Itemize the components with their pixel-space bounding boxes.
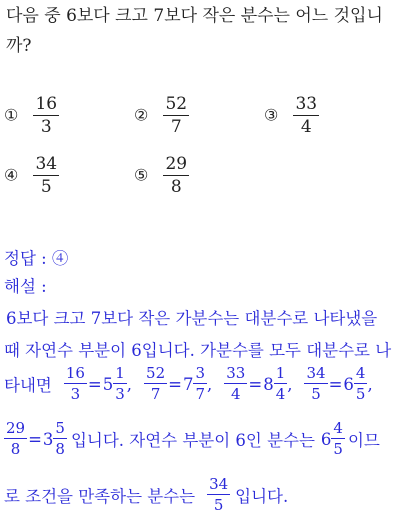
denominator: 5 <box>40 177 52 197</box>
numerator: 33 <box>295 94 318 114</box>
line-text: 입니다. <box>235 487 289 506</box>
equation <box>4 421 67 457</box>
numerator: 3 <box>195 364 206 382</box>
numerator: 34 <box>35 154 58 174</box>
numerator: 5 <box>55 419 65 437</box>
equals-sign: = <box>248 374 263 394</box>
option-1[interactable] <box>4 96 59 136</box>
denominator: 7 <box>195 385 206 403</box>
denominator: 3 <box>40 117 52 137</box>
question-line-1: 다음 중 6보다 크고 7보다 작은 분수는 어느 것입니 <box>6 6 383 26</box>
separator: , <box>207 374 213 394</box>
denominator: 4 <box>300 117 312 137</box>
option-fraction <box>33 96 59 136</box>
improper-fraction <box>144 366 167 402</box>
explanation-line-5 <box>4 477 288 513</box>
option-3[interactable] <box>264 96 319 136</box>
option-2[interactable] <box>134 96 189 136</box>
denominator: 5 <box>213 496 224 514</box>
denominator: 5 <box>311 385 321 403</box>
fraction-part <box>354 366 368 402</box>
whole-part: 6 <box>320 429 332 449</box>
denominator: 5 <box>333 440 343 458</box>
option-fraction <box>163 156 189 196</box>
line-text: 로 조건을 만족하는 분수는 <box>4 487 196 506</box>
line-text: 입니다. 자연수 부분이 6인 분수는 <box>70 431 315 450</box>
improper-fraction <box>64 366 87 402</box>
separator: , <box>367 374 373 394</box>
whole-part: 7 <box>182 374 194 394</box>
equals-sign: = <box>328 374 343 394</box>
option-marker: ② <box>134 105 149 125</box>
whole-part: 5 <box>102 374 114 394</box>
option-fraction <box>33 156 59 196</box>
separator: , <box>126 374 133 394</box>
mixed-number <box>321 421 345 457</box>
denominator: 4 <box>275 385 286 403</box>
denominator: 8 <box>10 440 21 458</box>
numerator: 52 <box>146 364 166 382</box>
numerator: 4 <box>355 364 366 382</box>
explanation-line-2: 때 자연수 부분이 6입니다. 가분수를 모두 대분수로 나 <box>4 341 392 360</box>
option-fraction <box>293 96 319 136</box>
line-text: 이므 <box>347 431 380 450</box>
numerator: 1 <box>275 364 286 382</box>
numerator: 34 <box>306 364 326 382</box>
improper-fraction <box>4 421 27 457</box>
numerator: 52 <box>165 94 188 114</box>
denominator: 4 <box>231 385 241 403</box>
equation <box>304 366 372 402</box>
whole-part: 8 <box>263 374 274 394</box>
option-marker: ③ <box>264 105 279 125</box>
explanation-line-1: 6보다 크고 7보다 작은 가분수는 대분수로 나타냈을 <box>6 309 378 328</box>
denominator: 8 <box>55 440 65 458</box>
numerator: 34 <box>209 475 229 493</box>
option-4[interactable] <box>4 156 59 196</box>
option-5[interactable] <box>134 156 189 196</box>
equation <box>64 366 132 402</box>
equation <box>224 366 292 402</box>
denominator: 7 <box>170 117 182 137</box>
whole-part: 3 <box>42 429 54 449</box>
fraction-part <box>193 366 207 402</box>
option-fraction <box>163 96 189 136</box>
improper-fraction <box>304 366 327 402</box>
numerator: 33 <box>226 364 246 382</box>
equals-sign: = <box>168 374 182 394</box>
whole-part: 6 <box>343 374 354 394</box>
numerator: 4 <box>333 419 343 437</box>
denominator: 7 <box>150 385 161 403</box>
numerator: 29 <box>165 154 188 174</box>
line-prefix: 타내면 <box>4 376 52 395</box>
answer-fraction <box>207 477 230 513</box>
explanation-label: 해설 : <box>4 277 47 296</box>
option-marker: ① <box>4 105 19 125</box>
numerator: 29 <box>6 419 26 437</box>
fraction-part <box>113 366 127 402</box>
denominator: 3 <box>70 385 81 403</box>
explanation-line-3 <box>4 366 373 402</box>
equals-sign: = <box>28 429 42 449</box>
question-line-2: 까? <box>6 36 32 56</box>
denominator: 8 <box>170 177 182 197</box>
answer-label: 정답 : ④ <box>4 249 69 268</box>
fraction-part <box>53 421 67 457</box>
option-marker: ⑤ <box>134 165 149 185</box>
denominator: 3 <box>115 385 125 403</box>
option-marker: ④ <box>4 165 19 185</box>
numerator: 1 <box>115 364 125 382</box>
equals-sign: = <box>87 374 102 394</box>
improper-fraction <box>224 366 247 402</box>
fraction-part <box>331 421 345 457</box>
numerator: 16 <box>65 364 85 382</box>
denominator: 5 <box>355 385 366 403</box>
separator: , <box>287 374 293 394</box>
numerator: 16 <box>35 94 58 114</box>
fraction-part <box>274 366 288 402</box>
equation <box>144 366 212 402</box>
explanation-line-4 <box>4 421 380 457</box>
